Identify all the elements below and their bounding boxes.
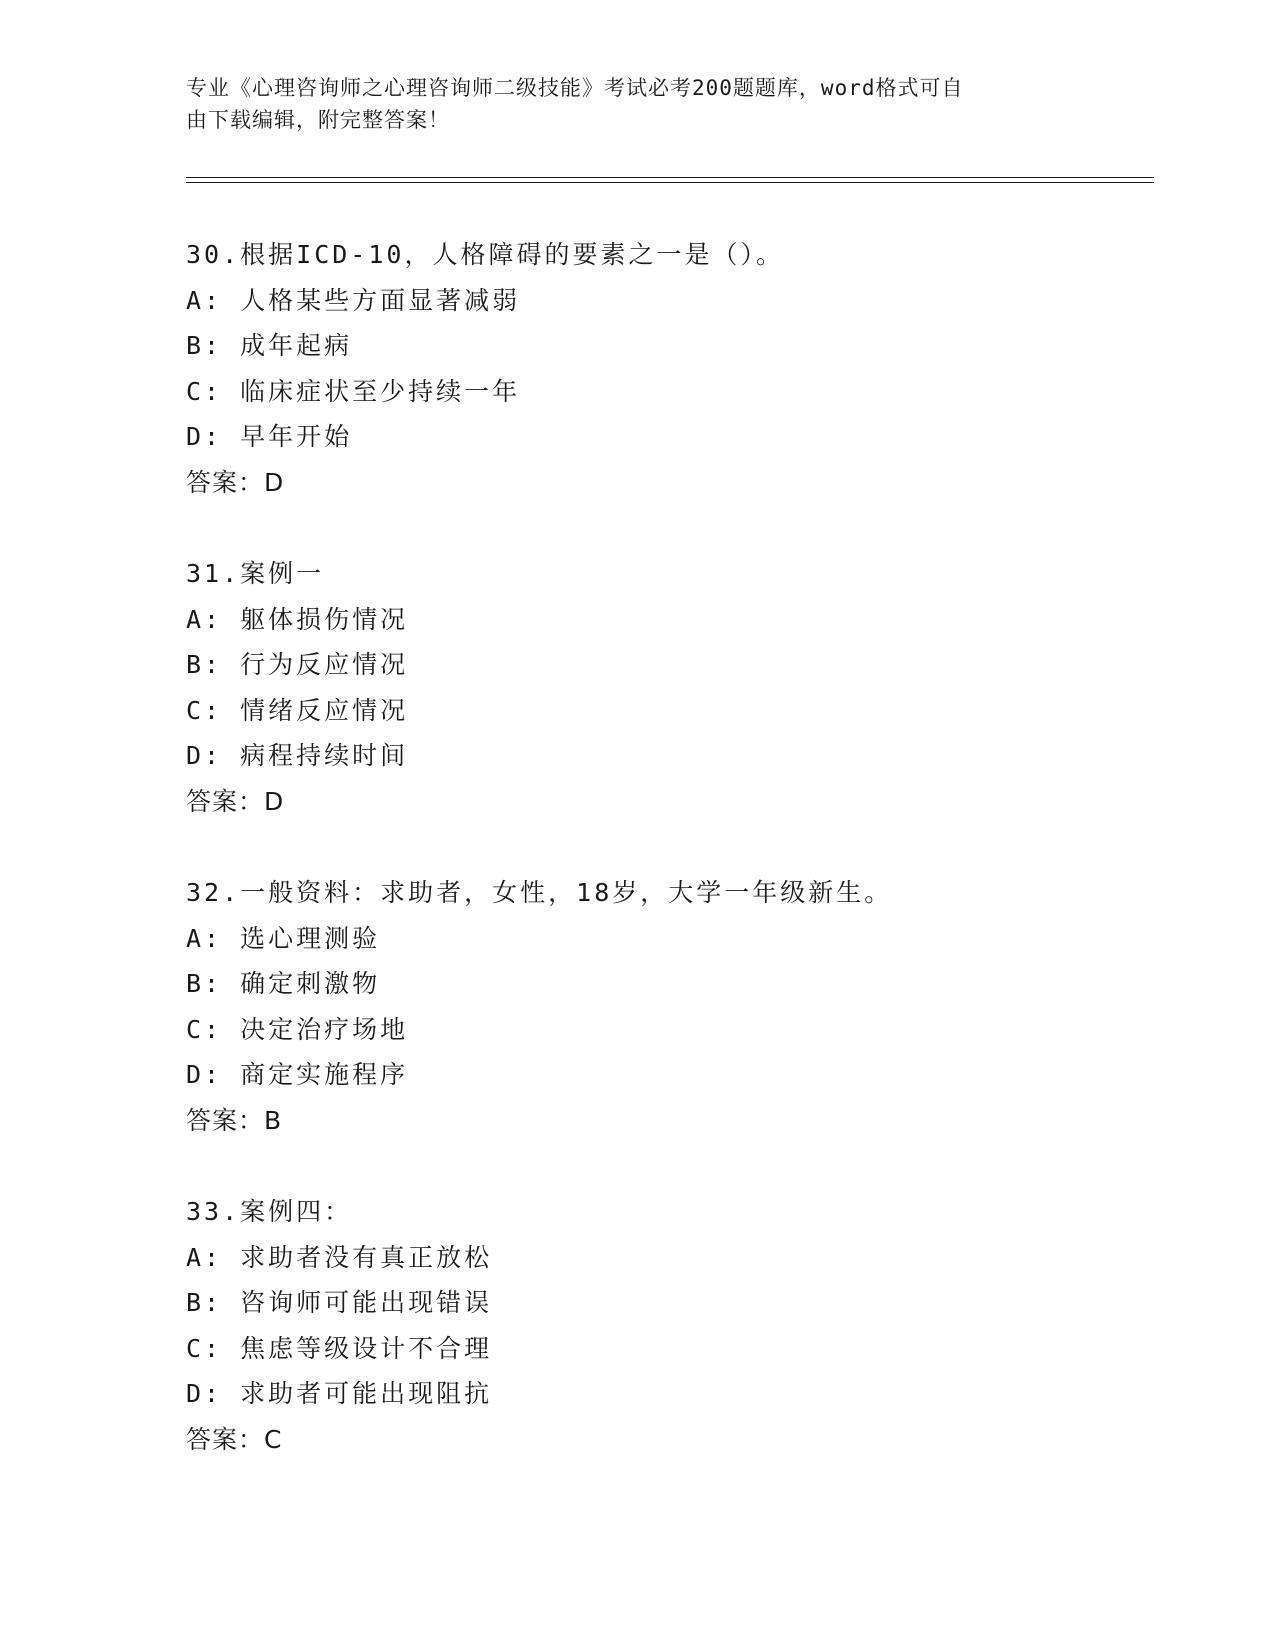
option-d: D: 早年开始 [186, 422, 353, 451]
header-line-2: 由下载编辑，附完整答案！ [186, 108, 450, 132]
question-31 [186, 551, 1146, 870]
option-b: B: 确定刺激物 [186, 969, 381, 998]
option-b: B: 行为反应情况 [186, 650, 409, 679]
option-a: A: 选心理测验 [186, 923, 381, 953]
question-33 [186, 1189, 1146, 1508]
question-list [186, 232, 1146, 1508]
header-divider-bottom [186, 182, 1154, 183]
question-stem: 32.一般资料：求助者，女性，18岁，大学一年级新生。 [186, 878, 893, 907]
option-d: D: 病程持续时间 [186, 741, 409, 770]
option-d: D: 商定实施程序 [186, 1060, 409, 1089]
question-32 [186, 870, 1146, 1189]
answer: 答案：B [186, 1105, 283, 1135]
option-b: B: 咨询师可能出现错误 [186, 1288, 493, 1317]
answer: 答案：D [186, 467, 285, 497]
question-stem: 30.根据ICD-10，人格障碍的要素之一是（）。 [186, 240, 784, 269]
option-c: C: 决定治疗场地 [186, 1014, 409, 1044]
option-c: C: 焦虑等级设计不合理 [186, 1333, 493, 1363]
header-divider-top [186, 177, 1154, 178]
question-stem: 31.案例一 [186, 559, 325, 588]
option-c: C: 情绪反应情况 [186, 695, 409, 725]
option-c: C: 临床症状至少持续一年 [186, 376, 521, 406]
option-a: A: 人格某些方面显著减弱 [186, 285, 521, 315]
question-30 [186, 232, 1146, 551]
option-a: A: 躯体损伤情况 [186, 604, 409, 634]
option-d: D: 求助者可能出现阻抗 [186, 1379, 493, 1408]
document-header [186, 72, 1086, 136]
option-b: B: 成年起病 [186, 331, 353, 360]
answer: 答案：C [186, 1424, 283, 1454]
question-stem: 33.案例四： [186, 1197, 353, 1226]
answer: 答案：D [186, 786, 285, 816]
option-a: A: 求助者没有真正放松 [186, 1242, 493, 1272]
header-line-1: 专业《心理咨询师之心理咨询师二级技能》考试必考200题题库，word格式可自 [186, 76, 964, 100]
